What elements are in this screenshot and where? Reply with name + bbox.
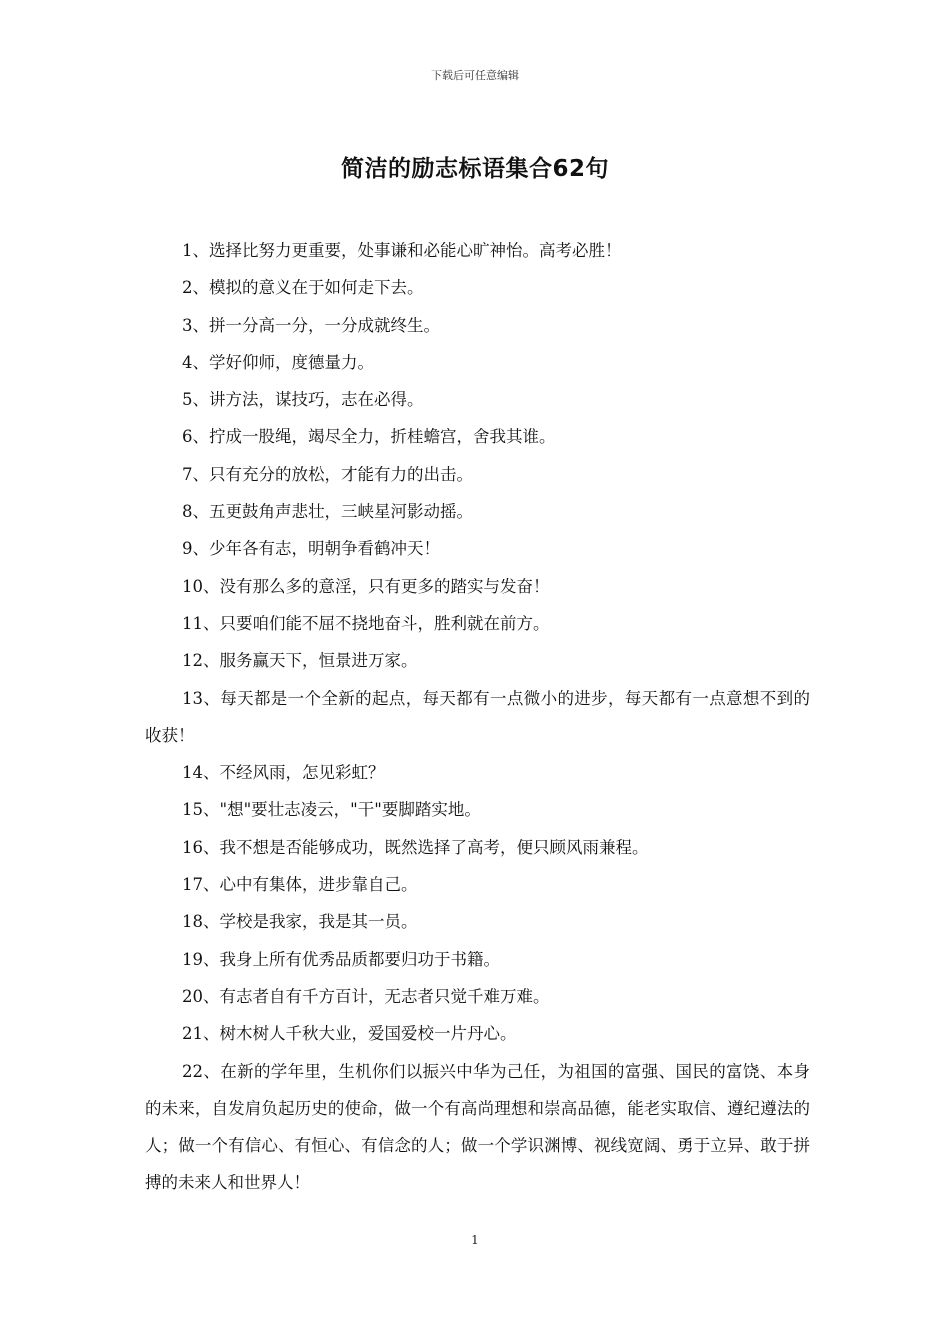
- list-item: 12、服务赢天下，恒景进万家。: [182, 651, 418, 671]
- list-item: 8、五更鼓角声悲壮，三峡星河影动摇。: [182, 502, 473, 522]
- list-item: 14、不经风雨，怎见彩虹？: [182, 763, 385, 783]
- list-item: 18、学校是我家，我是其一员。: [182, 912, 418, 932]
- list-item: 7、只有充分的放松，才能有力的出击。: [182, 464, 473, 484]
- list-item: 10、没有那么多的意淫，只有更多的踏实与发奋！: [182, 576, 550, 596]
- list-item: 17、心中有集体，进步靠自己。: [182, 875, 418, 895]
- list-item: 11、只要咱们能不屈不挠地奋斗，胜利就在前方。: [182, 613, 550, 633]
- page-number: 1: [471, 1233, 479, 1247]
- list-item: 16、我不想是否能够成功，既然选择了高考，便只顾风雨兼程。: [182, 837, 649, 857]
- list-item: 13、每天都是一个全新的起点，每天都有一点微小的进步，每天都有一点意想不到的收获！: [145, 688, 810, 745]
- list-item: 9、少年各有志，明朝争看鹤冲天！: [182, 539, 440, 559]
- document-title: 简洁的励志标语集合62句: [340, 156, 609, 182]
- list-item: 5、讲方法，谋技巧，志在必得。: [182, 390, 424, 410]
- list-item: 2、模拟的意义在于如何走下去。: [182, 278, 424, 298]
- list-item: 4、学好仰师，度德量力。: [182, 352, 374, 372]
- list-item: 20、有志者自有千方百计，无志者只觉千难万难。: [182, 986, 550, 1006]
- list-item: 6、拧成一股绳，竭尽全力，折桂蟾宫，舍我其谁。: [182, 427, 556, 447]
- document-body: [145, 232, 810, 1202]
- list-item: 3、拼一分高一分，一分成就终生。: [182, 315, 440, 335]
- list-item: 15、"想"要壮志凌云，"干"要脚踏实地。: [182, 800, 481, 820]
- list-item: 19、我身上所有优秀品质都要归功于书籍。: [182, 949, 500, 969]
- list-item: 1、选择比努力更重要，处事谦和必能心旷神怡。高考必胜！: [182, 241, 622, 260]
- header-note: 下载后可任意编辑: [431, 69, 519, 82]
- list-item: 22、在新的学年里，生机你们以振兴中华为己任，为祖国的富强、国民的富饶、本身的未来，自发肩负起历史的使命，做一个有高尚理想和崇高品德，能老实取信、遵纪遵法的人；做一个有信心、有恒心、有信念的人；做一个学识渊博、视线宽阔、勇于立异、敢于拼搏的未来人和世界人！: [145, 1061, 810, 1193]
- list-item: 21、树木树人千秋大业，爱国爱校一片丹心。: [182, 1024, 517, 1044]
